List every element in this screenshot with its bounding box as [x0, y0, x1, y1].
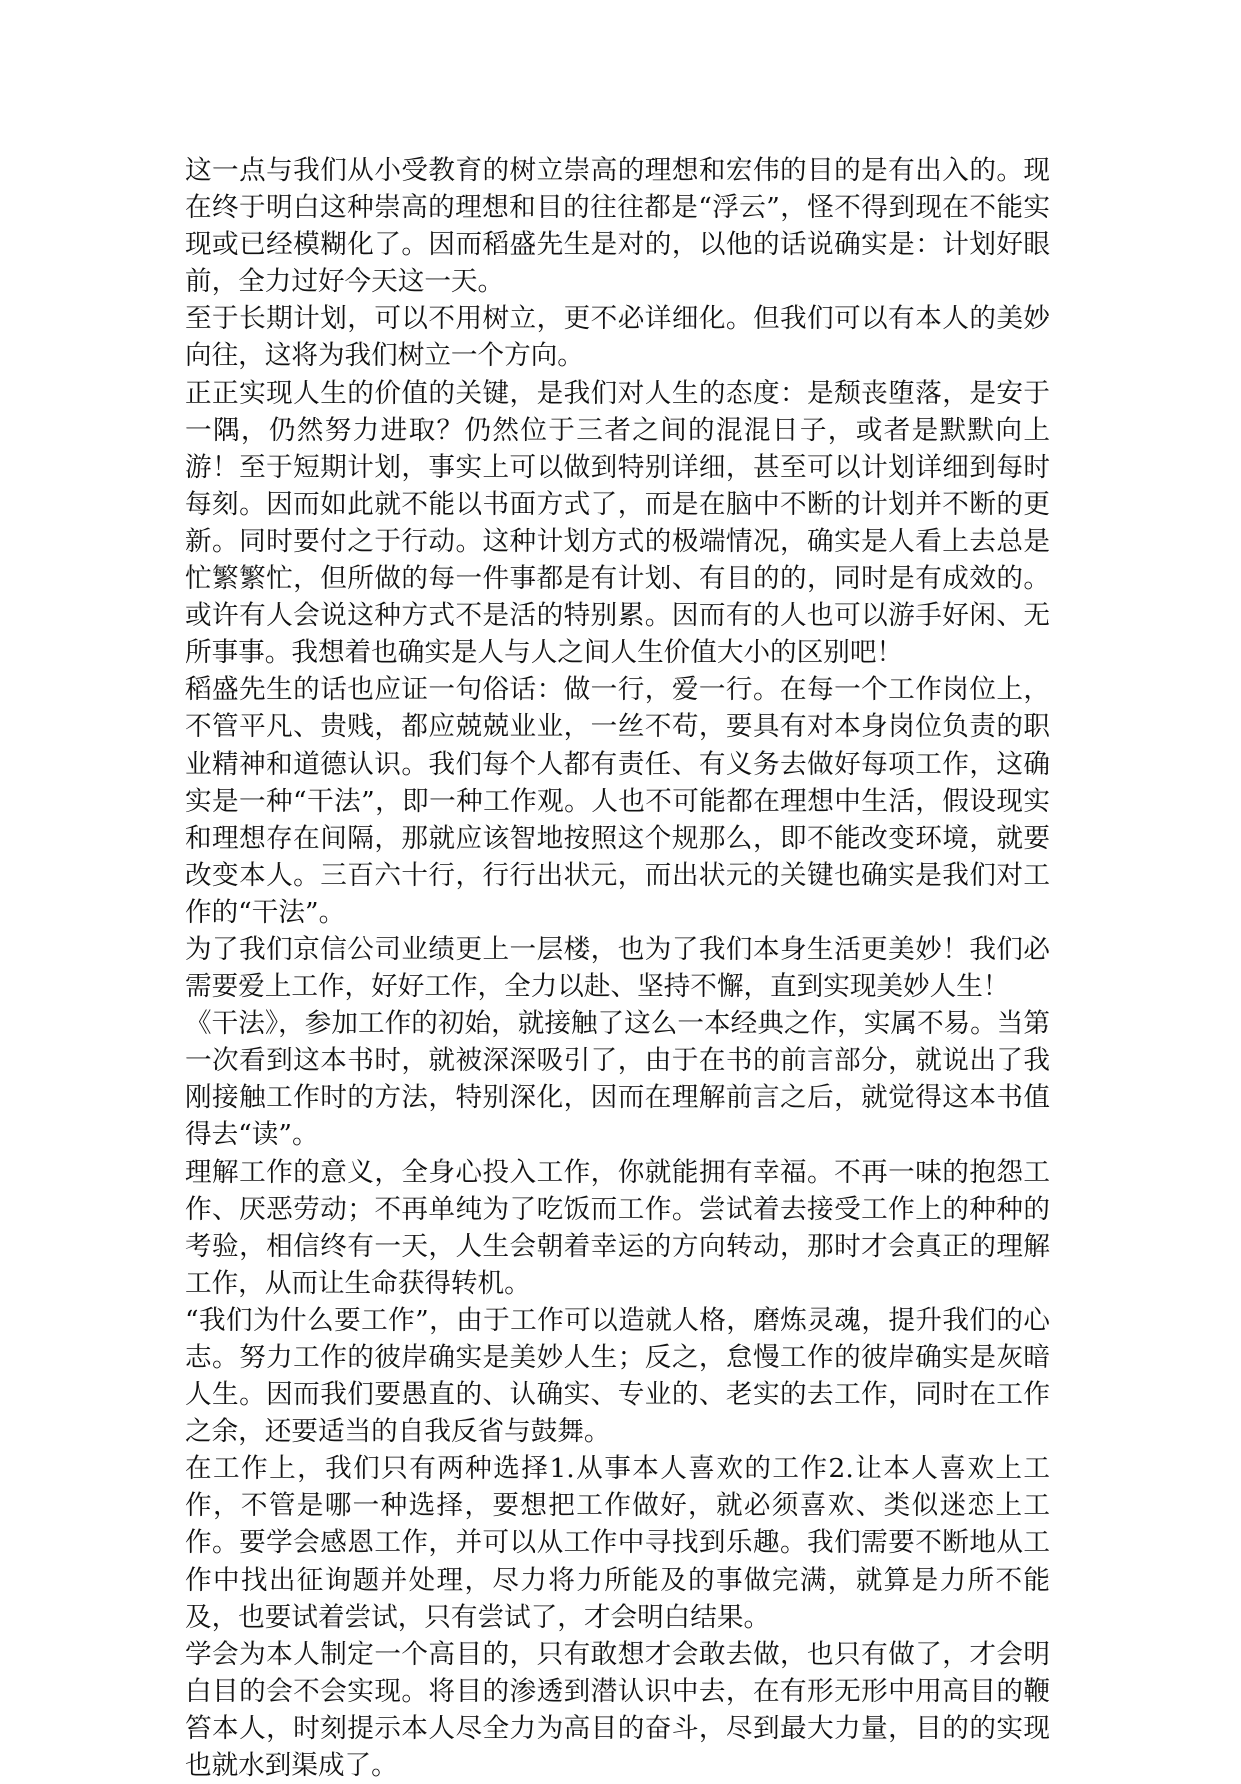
- document-body: [185, 152, 1050, 1784]
- paragraph-10: 学会为本人制定一个高目的，只有敢想才会敢去做，也只有做了，才会明白目的会不会实现。将目的渗透到潜认识中去，在有形无形中用高目的鞭笞本人，时刻提示本人尽全力为高目的奋斗，尽到最大力量，目的的实现也就水到渠成了。: [185, 1638, 1050, 1782]
- paragraph-9: 在工作上，我们只有两种选择1.从事本人喜欢的工作2.让本人喜欢上工作，不管是哪一种选择，要想把工作做好，就必须喜欢、类似迷恋上工作。要学会感恩工作，并可以从工作中寻找到乐趣。我们需要不断地从工作中找出征询题并处理，尽力将力所能及的事做完满，就算是力所不能及，也要试着尝试，只有尝试了，才会明白结果。: [185, 1453, 1050, 1633]
- paragraph-3: 正正实现人生的价值的关键，是我们对人生的态度：是颓丧堕落，是安于一隅，仍然努力进取？仍然位于三者之间的混混日子，或者是默默向上游！至于短期计划，事实上可以做到特别详细，甚至可以计划详细到每时每刻。因而如此就不能以书面方式了，而是在脑中不断的计划并不断的更新。同时要付之于行动。这种计划方式的极端情况，确实是人看上去总是忙繁繁忙，但所做的每一件事都是有计划、有目的的，同时是有成效的。或许有人会说这种方式不是活的特别累。因而有的人也可以游手好闲、无所事事。我想着也确实是人与人之间人生价值大小的区别吧！: [185, 377, 1050, 669]
- paragraph-1: 这一点与我们从小受教育的树立崇高的理想和宏伟的目的是有出入的。现在终于明白这种崇高的理想和目的往往都是“浮云”，怪不得到现在不能实现或已经模糊化了。因而稻盛先生是对的，以他的话说确实是：计划好眼前，全力过好今天这一天。: [185, 155, 1050, 298]
- paragraph-6: 《干法》，参加工作的初始，就接触了这么一本经典之作，实属不易。当第一次看到这本书时，就被深深吸引了，由于在书的前言部分，就说出了我刚接触工作时的方法，特别深化，因而在理解前言之后，就觉得这本书值得去“读”。: [185, 1008, 1050, 1151]
- paragraph-7: 理解工作的意义，全身心投入工作，你就能拥有幸福。不再一味的抱怨工作、厌恶劳动；不再单纯为了吃饭而工作。尝试着去接受工作上的种种的考验，相信终有一天，人生会朝着幸运的方向转动，那时才会真正的理解工作，从而让生命获得转机。: [185, 1156, 1050, 1299]
- paragraph-8: “我们为什么要工作”，由于工作可以造就人格，磨炼灵魂，提升我们的心志。努力工作的彼岸确实是美妙人生；反之，怠慢工作的彼岸确实是灰暗人生。因而我们要愚直的、认确实、专业的、老实的去工作，同时在工作之余，还要适当的自我反省与鼓舞。: [185, 1304, 1050, 1448]
- paragraph-2: 至于长期计划，可以不用树立，更不必详细化。但我们可以有本人的美妙向往，这将为我们树立一个方向。: [185, 303, 1050, 372]
- paragraph-4: 稻盛先生的话也应证一句俗话：做一行，爱一行。在每一个工作岗位上，不管平凡、贵贱，都应兢兢业业，一丝不苟，要具有对本身岗位负责的职业精神和道德认识。我们每个人都有责任、有义务去做好每项工作，这确实是一种“干法”，即一种工作观。人也不可能都在理想中生活，假设现实和理想存在间隔，那就应该智地按照这个规那么，即不能改变环境，就要改变本人。三百六十行，行行出状元，而出状元的关键也确实是我们对工作的“干法”。: [185, 674, 1050, 928]
- paragraph-5: 为了我们京信公司业绩更上一层楼，也为了我们本身生活更美妙！我们必需要爱上工作，好好工作，全力以赴、坚持不懈，直到实现美妙人生！: [185, 933, 1050, 1003]
